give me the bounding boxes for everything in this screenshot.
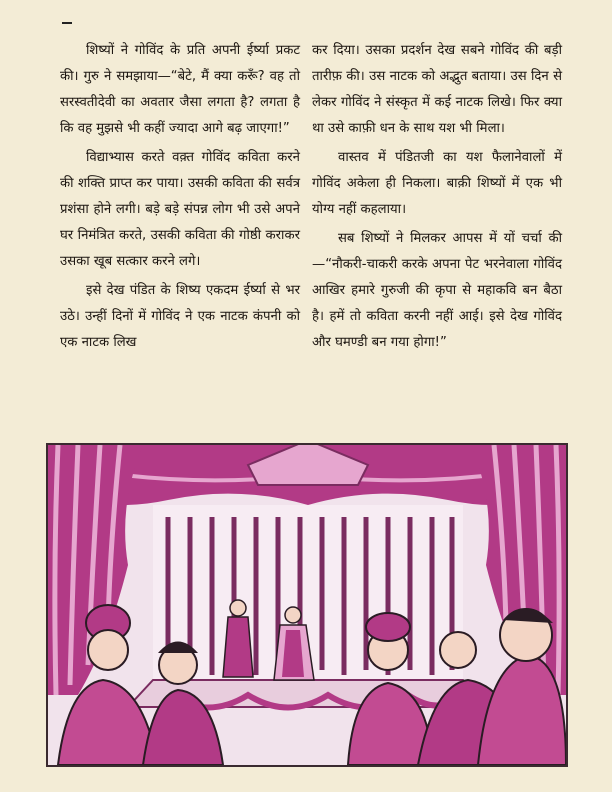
paragraph: सब शिष्यों ने मिलकर आपस में यों चर्चा की—“नौकरी-चाकरी करके अपना पेट भरनेवाला गोविंद आखिर हमारे गुरुजी की कृपा से महाकवि बन बैठा है। हमें तो कविता करनी नहीं आई। इसे देख गोविंद और घमण्डी बन गया होगा!” bbox=[312, 231, 562, 350]
page-mark bbox=[62, 22, 72, 24]
paragraph: विद्याभ्यास करते वक़्त गोविंद कविता करने की शक्ति प्राप्त कर पाया। उसकी कविता की सर्वत्र प्रशंसा होने लगी। बड़े बड़े संपन्न लोग भी उसे अपने घर निमंत्रित करते, उसकी कविता की गोष्ठी कराकर उसका खूब सत्कार करने लगे। bbox=[60, 150, 300, 269]
text-column-right bbox=[312, 38, 562, 359]
paragraph: शिष्यों ने गोविंद के प्रति अपनी ईर्ष्या प्रकट की। गुरु ने समझाया—“बेटे, मैं क्या करूँ? वह तो सरस्वतीदेवी का अवतार जैसा लगता है? लगता है कि वह मुझसे भी कहीं ज्यादा आगे बढ़ जाएगा!” bbox=[60, 43, 300, 136]
paragraph: वास्तव में पंडितजी का यश फैलानेवालों में गोविंद अकेला ही निकला। बाक़ी शिष्यों में एक भी योग्य नहीं कहलाया। bbox=[312, 150, 562, 217]
paragraph: कर दिया। उसका प्रदर्शन देख सबने गोविंद की बड़ी तारीफ़ की। उस नाटक को अद्भुत बताया। उस दिन से लेकर गोविंद ने संस्कृत में कई नाटक लिखे। फिर क्या था उसे काफ़ी धन के साथ यश भी मिला। bbox=[312, 43, 562, 136]
theatre-scene bbox=[48, 445, 566, 765]
text-column-left bbox=[60, 38, 300, 359]
stage-illustration bbox=[46, 443, 568, 767]
paragraph: इसे देख पंडित के शिष्य एकदम ईर्ष्या से भर उठे। उन्हीं दिनों में गोविंद ने एक नाटक कंपनी को एक नाटक लिख bbox=[60, 283, 300, 350]
